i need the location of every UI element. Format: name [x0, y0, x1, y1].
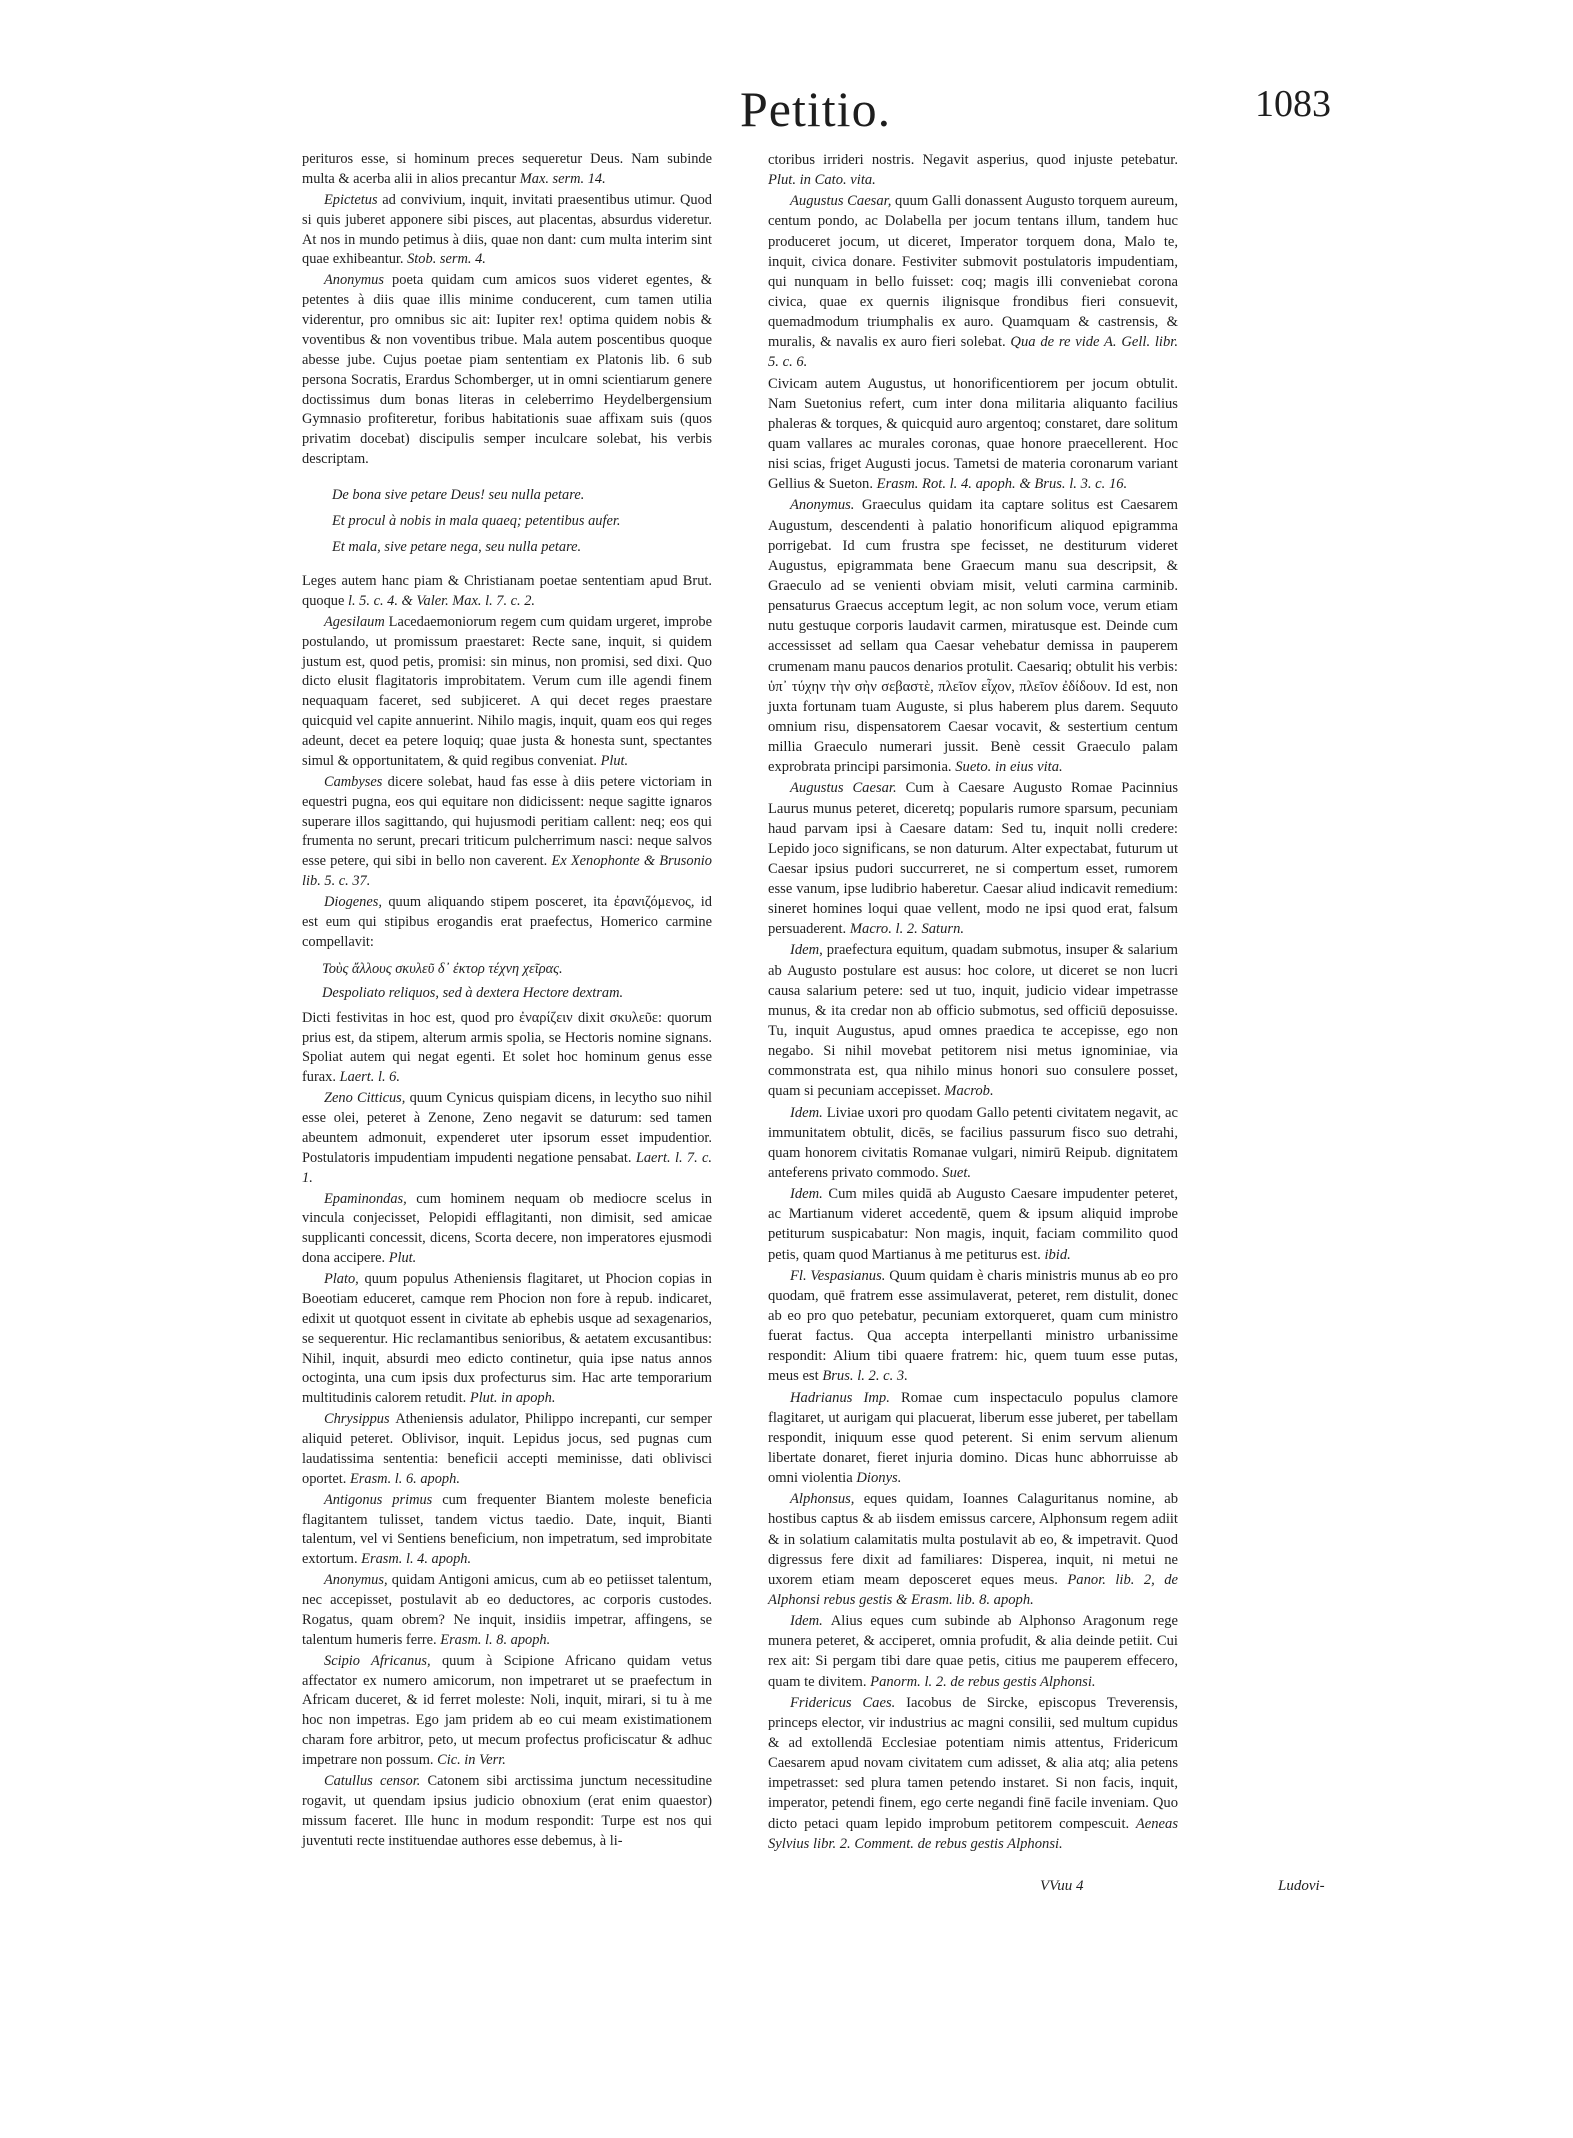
running-head [0, 80, 1573, 140]
entry-text: Cum miles quidā ab Augusto Caesare impudenter peteret, ac Martianum videret accedentē, quem & ipsum aliquid improbe petiturum suspicabatur: Non magis, inquit, faciam commilito quod petis, quam quod Martianus à me petiturus est. [768, 1186, 1178, 1263]
entry-source: Qua de re vide A. Gell. libr. 5. c. 6. [768, 334, 1178, 371]
entry-paragraph [768, 191, 1178, 372]
entry-lemma: Diogenes, [324, 894, 382, 910]
entry-source: Stob. serm. 4. [407, 251, 486, 268]
entry-source: Cic. in Verr. [437, 1752, 506, 1768]
entry-paragraph [768, 1266, 1178, 1387]
entry-paragraph [302, 150, 712, 190]
entry-paragraph [302, 1009, 712, 1089]
verse-quotation-line: Et mala, sive petare nega, seu nulla petare. [332, 539, 582, 555]
entry-lemma: Antigonus primus [324, 1491, 433, 1508]
right-column [768, 150, 1178, 1854]
entry-lemma: Hadrianus Imp. [790, 1389, 890, 1406]
entry-paragraph [302, 1270, 712, 1409]
entry-lemma: Alphonsus, [790, 1491, 855, 1508]
entry-paragraph [302, 271, 712, 470]
entry-lemma: Idem. [790, 1104, 823, 1121]
entry-source: ibid. [1044, 1246, 1071, 1263]
entry-text: Dicti festivitas in hoc est, quod pro ἐναρίζειν dixit σκυλεῦε: quorum prius est, da stipem, alterum armis spolia, se Hectoris nomine signans. Spoliat autem qui negat egenti. Et solet hoc hominum genus esse furax. [302, 1009, 712, 1086]
entry-lemma: Scipio Africanus, [324, 1652, 431, 1669]
entry-source: Erasm. Rot. l. 4. apoph. & Brus. l. 3. c. 16. [876, 476, 1128, 493]
entry-text: Iacobus de Sircke, episcopus Treverensis, princeps elector, vir industrius ac magni consilii, sed multum cupidus & ad extollendā Ecclesiae potentiam nimis attentus, Fridericum Caesarem apud novam civitatem cum adisset, & alia atq; alia petens impetrasset: sed plura tamen petendo instaret. Si non facis, inquit, imperator, petendi finem, ego certe negandi finē facile inveniam. Quo dicto petaci quam lepido improbum petitorem compescuit. [768, 1694, 1178, 1832]
entry-source: Brus. l. 2. c. 3. [822, 1368, 908, 1385]
entry-text: Atheniensis adulator, Philippo increpanti, cur semper aliquid peteret. Oblivisor, inquit. Lepidus jocus, sed pugnas cum laudatissima sententia: beneficii accepti meminisse, dati oblivisci oportet. [302, 1411, 712, 1487]
verse-quotation-line: De bona sive petare Deus! seu nulla petare. [332, 487, 585, 503]
entry-text: Alius eques cum subinde ab Alphonso Aragonum rege munera peteret, & acciperet, omnia profudit, & alia deinde petiit. Cui rex ait: Si pergam tibi dare quae petis, citius me pauperem effecero, quam te divitem. [768, 1613, 1178, 1690]
entry-lemma: Anonymus. [790, 497, 855, 514]
entry-source: Sueto. in eius vita. [955, 759, 1063, 776]
entry-lemma: Anonymus, [324, 1572, 388, 1589]
entry-text: Lacedaemoniorum regem cum quidam urgeret, improbe postulando, ut promissum praestaret: Recte sane, inquit, si quidem justum est, quod petis, promisi: sin minus, non promisi, sed dixi. Quo dicto elusit flagitatoris improbitatem. Verum cum ille agendi finem nequaquam faceret, sed subjiceret. A qui decet reges praestare quicquid vel capite annuerint. Nihilo magis, inquit, quam eos qui reges adeunt, decet ea petere loquiq; quae justa & honesta sunt, spectantes simul & opportunitatem, & quid regibus conveniat. [302, 613, 712, 769]
entry-source: Laert. l. 7. c. 1. [302, 1149, 712, 1186]
entry-source: Plut. [388, 1250, 417, 1267]
entry-lemma: Plato, [324, 1271, 359, 1287]
entry-paragraph [302, 1410, 712, 1490]
entry-source: Panorm. l. 2. de rebus gestis Alphonsi. [870, 1673, 1096, 1690]
entry-source: Aeneas Sylvius libr. 2. Comment. de rebus gestis Alphonsi. [768, 1815, 1179, 1852]
entry-text: Cum à Caesare Augusto Romae Pacinnius Laurus munus peteret, diceretq; popularis rumore sparsum, pecuniam haud parvam ipsi à Caesare datam: Sed tu, inquit nolli credere: Lepido joco significans, se non daturum. Alter expectabat, futurum ut Caesar ipsius pudori succurreret, ne si compertum esset, rumorem esse vanum, ipse ludibrio haberetur. Caesar aliud indicavit remedium: sineret homines loqui quae vellent, modo ne ipsi quod erat, falsum persuaderent. [768, 780, 1179, 938]
entry-lemma: Idem. [790, 1613, 823, 1630]
entry-text: quum populus Atheniensis flagitaret, ut Phocion copias in Boeotiam educeret, camque rem Phocion non fore à repub. indicaret, edixit ut quotquot essent in civitate ab ephebis usque ad sexagenarios, se sequerentur. Hic reclamantibus senioribus, & aetatem excusantibus: Nihil, inquit, absurdi meo edicto continetur, quia ipse natus annos octoginta, una cum ipsis dux profecturus sim. Hac arte temporarium multitudinis calorem retudit. [302, 1271, 712, 1407]
entry-text: Catonem sibi arctissima junctum necessitudine rogavit, ut quendam ipsius judicio obnoxium (erat enim quaestor) missum faceret. Ille hunc in modum respondit: Turpe est nos qui juventuti recte instituendae authores esse debemus, à li- [302, 1772, 712, 1849]
entry-lemma: Fridericus Caes. [790, 1694, 896, 1711]
entry-source: Plut. in Cato. vita. [768, 172, 876, 189]
entry-text: ad convivium, inquit, invitati praesentibus utimur. Quod si quis juberet apponere sibi pisces, aut placentas, absurdus videretur. At nos in mundo petimus à diis, quae non dant: cum multa interim sint quae exhibeantur. [302, 191, 712, 268]
catchword: Ludovi- [1278, 1878, 1325, 1894]
entry-paragraph [768, 1611, 1178, 1692]
entry-paragraph [768, 374, 1178, 495]
entry-lemma: Idem. [790, 1186, 823, 1203]
entry-text: eques quidam, Ioannes Calaguritanus nomine, ab hostibus captus & ab iisdem emissus carcere, Alphonsum regem adiit & in solatium calamitatis multa postulavit ab eo, & impetravit. Quod digressus fere dixit ad familiares: Disperea, inquit, ni metui ne uxorem etiam meam deposceret eques meus. [768, 1491, 1179, 1588]
entry-paragraph [768, 778, 1178, 939]
entry-paragraph [768, 1184, 1178, 1265]
greek-quotation-line: Despoliato reliquos, sed à dextera Hectore dextram. [322, 984, 624, 1001]
entry-paragraph [768, 1489, 1178, 1610]
page-number: 1083 [1255, 83, 1331, 125]
entry-lemma: Cambyses [324, 773, 383, 790]
entry-source: Laert. l. 6. [339, 1069, 400, 1086]
entry-paragraph [302, 1772, 712, 1852]
entry-paragraph [768, 1388, 1178, 1489]
entry-text: praefectura equitum, quadam submotus, insuper & salarium ab Augusto postulare est ausus: hoc colore, ut diceret se non lucri causa salarium petere: sed ut tuo, inquit, judicio videar impetrasse munus, & ita credar non ab officio submotus, sed officiū deposuisse. Tu, inquit Augustus, apud omnes praedica te accepisse, ego non negabo. Si nihil movebat petitorem nisi metus ignominiae, via commonstrata est, qua nihilo minus honori suo consulere posset, quam si pecuniam accepisset. [768, 942, 1178, 1100]
entry-paragraph [768, 1693, 1178, 1854]
entry-lemma: Fl. Vespasianus. [790, 1267, 886, 1284]
entry-paragraph [302, 1652, 712, 1771]
entry-text: quum à Scipione Africano quidam vetus affectator ex numero amicorum, non impetraret ut se praefectum in Africam duceret, & id ferret moleste: Noli, inquit, mirari, si tu à me hoc non impetras. Ego jam pridem ab eo cui meam existimationem charam fore arbitror, peto, ut mecum profectus proficiscatur & adhuc impetrare non possum. [302, 1652, 712, 1768]
entry-paragraph [768, 1103, 1178, 1184]
entry-lemma: Augustus Caesar. [790, 780, 897, 797]
entry-text: ctoribus irrideri nostris. Negavit asperius, quod injuste petebatur. [768, 152, 1178, 168]
entry-source: Suet. [942, 1165, 972, 1182]
entry-text: quum Cynicus quispiam dicens, in lecytho suo nihil esse olei, peteret à Zenone, Zeno negavit se daturum: sed tamen abeuntem admonuit, expenderet uter ipsorum esset impudentior. Postulatoris impudentiam impudenti negatione pensabat. [302, 1090, 712, 1166]
greek-quotation-line: Τοὺς ἄλλους σκυλεῦ δ᾽ ἐκτορ τέχνη χεῖρας. [322, 960, 563, 977]
entry-paragraph [302, 1190, 712, 1270]
entry-source: Macro. l. 2. Saturn. [849, 921, 965, 938]
entry-source: Panor. lib. 2, de Alphonsi rebus gestis & Erasm. lib. 8. apoph. [768, 1571, 1178, 1608]
entry-lemma: Augustus Caesar, [790, 193, 892, 210]
entry-paragraph [302, 893, 712, 953]
entry-lemma: Idem, [790, 942, 823, 959]
entry-source: l. 5. c. 4. & Valer. Max. l. 7. c. 2. [347, 592, 536, 609]
left-column [302, 150, 712, 1851]
entry-source: Erasm. l. 8. apoph. [440, 1631, 551, 1648]
entry-lemma: Epictetus [324, 191, 378, 208]
entry-text: Leges autem hanc piam & Christianam poetae sententiam apud Brut. quoque [302, 573, 712, 609]
verse-quotation [332, 482, 712, 560]
entry-paragraph [302, 572, 712, 612]
entry-text: cum hominem nequam ob mediocre scelus in vincula conjecisset, Pelopidi efflagitanti, non dimisit, sed amicae supplicanti concessit, dicens, Scorta decere, non imperatores ejusmodi dona accipere. [302, 1190, 712, 1267]
greek-quotation [322, 957, 712, 1005]
verse-quotation-line: Et procul à nobis in mala quaeq; petentibus aufer. [332, 513, 621, 529]
entry-text: poeta quidam cum amicos suos videret egentes, & petentes à diis quae illis minime conducerent, cum tamen utilia viderentur, pro omnibus sic ait: Iupiter rex! optima quidem nobis & voventibus & non voventibus tribue. Mala autem poscentibus quoque abesse jube. Cujus poetae piam sententiam ex Platonis lib. 6 sub persona Socratis, Erardus Schomberger, ut in omni scientiarum genere doctissimus dum bonas literas in celeberrimo Heydelbergensium Gymnasio profiteretur, foribus habitationis suae affixam suis (quos privatim docebat) discipulis semper inculcare solebat, his verbis descriptam. [302, 272, 712, 468]
entry-text: Quum quidam è charis ministris munus ab eo pro quodam, quē fratrem esse assimulaverat, peteret, rem distulit, donec ab eo pro quo petebatur, pecuniam extorqueret, quam cum ministro fuerat factus. Qua accepta interpellanti ministro urbanissime respondit: Alium tibi quaere fratrem: hic, quem tuum esse putas, meus est [768, 1267, 1179, 1385]
entry-source: Ex Xenophonte & Brusonio lib. 5. c. 37. [302, 853, 712, 890]
entry-source: Macrob. [944, 1083, 994, 1100]
page-title: Petitio. [740, 81, 892, 137]
entry-source: Max. serm. 14. [519, 170, 606, 187]
entry-lemma: Chrysippus [324, 1411, 390, 1428]
entry-text: dicere solebat, haud fas esse à diis petere victoriam in equestri pugna, eos qui equitare non didicissent: neque sagitte ignaros superare illos sagittando, qui hujusmodi peritiam callent: neq; eos qui frumenta no serunt, precari triticum pulcherrimum nasci: neque salvos esse petere, qui sibi in bello non caverent. [302, 773, 712, 870]
entry-lemma: Agesilaum [324, 613, 385, 630]
entry-text: quum Galli donassent Augusto torquem aureum, centum pondo, ac Dolabella per jocum tentans illum, tandem huc produceret jocum, ut diceret, Imperator torquem dona, Malo te, inquit, civica donare. Festiviter submovit postulatoris impudentiam, qui nunquam in bello fuisset: coq; magis illi conveniebat corona civica, quae ex quernis ilignisque frondibus fieri consuevit, quemadmodum triumphalis ex auro. Quamquam & castrensis, & muralis, & navalis ex auro fieri solebat. [768, 193, 1179, 351]
entry-text: Civicam autem Augustus, ut honorificentiorem per jocum obtulit. Nam Suetonius refert, cum inter dona militaria aliquanto facilius phaleras & torques, & quicquid auro argentoq; constaret, dare solitum quam vallares ac murales coronas, quae honore praecellerent. Hoc nisi scias, friget Augusti jocus. Tametsi de materia coronarum variant Gellius & Sueton. [768, 375, 1178, 493]
entry-paragraph [768, 495, 1178, 777]
entry-text: Liviae uxori pro quodam Gallo petenti civitatem negavit, ac immunitatem obtulit, dicēs, se facilius passurum fisco suo detrahi, quam honorem civitatis Romanae vulgari, nimirū Reipub. dignitatem anteferens privato commodo. [768, 1104, 1179, 1182]
entry-source: Erasm. l. 6. apoph. [349, 1470, 460, 1487]
entry-paragraph [302, 613, 712, 772]
entry-text: Graeculus quidam ita captare solitus est Caesarem Augustum, descendenti à palatio honorificum aliquod epigramma porrigebat. Id cum frustra spe fecisset, ne destiturum videret Augustus, epigrammata bene Graecum manu sua descripsit, & Graeculo ad se venienti obviam misit, veluti carmina carminib. pensaturus Graecus acceptum legit, ac non solum voce, verum etiam nutu gestuque corporis laudavit carmen, miratusque est. Deinde cum accessisset ad sellam qua Caesar vehebatur demissa in pauperem crumenam manu paucos denarios protulit. Caesariq; obtulit his verbis: ὑπ᾽ τύχην τὴν σὴν σεβαστὲ, πλεῖον εἶχον, πλεῖον ἐδίδουν. Id est, non juxta fortunam tuam Auguste, si plus haberem plus darem. Sequuto omnium risu, dispensatorem Caesar vocavit, & sestertium centum millia Graeculo numerari jussit. Benè cessit Graeculo palam exprobrata principi parsimonia. [768, 497, 1178, 776]
entry-source: Plut. [600, 752, 629, 769]
entry-source: Erasm. l. 4. apoph. [361, 1551, 472, 1568]
entry-source: Plut. in apoph. [469, 1390, 556, 1407]
entry-paragraph [768, 940, 1178, 1101]
entry-text: Romae cum inspectaculo populus clamore flagitaret, ut aurigam qui placuerat, liberum esse juberet, per tabellam respondit, iniquum esse quod peterent. Si enim servum alienum libertate donaret, fieret injuria domino. Dicas hunc abhorruisse ab omni violentia [768, 1389, 1179, 1487]
signature-mark: VVuu 4 [1040, 1878, 1084, 1894]
entry-paragraph [302, 1089, 712, 1188]
entry-paragraph [302, 773, 712, 892]
entry-paragraph [302, 1571, 712, 1651]
entry-paragraph [302, 1491, 712, 1571]
entry-text: cum frequenter Biantem moleste beneficia flagitantem tulisset, tandem victus taedio. Date, inquit, Bianti talentum, vel vi Sentiens beneficium, non impetratum, sed improbitate extortum. [302, 1491, 712, 1568]
entry-source: Dionys. [856, 1470, 902, 1487]
entry-lemma: Zeno Citticus, [324, 1090, 406, 1107]
entry-lemma: Epaminondas, [324, 1190, 407, 1207]
entry-text: quidam Antigoni amicus, cum ab eo petiisset talentum, nec accepisset, postulavit ab eo deductores, ac corporis custodes. Rogatus, quam obrem? Ne inquit, insidiis impetrar, affingens, se talentum humeris ferre. [302, 1572, 712, 1648]
entry-lemma: Catullus censor. [324, 1772, 421, 1789]
entry-text: perituros esse, si hominum preces sequeretur Deus. Nam subinde multa & acerba alii in alios precantur [302, 151, 712, 187]
entry-text: quum aliquando stipem posceret, ita ἐρανιζόμενος, id est eum qui stipibus erogandis erat praefectus, Homerico carmine compellavit: [302, 894, 712, 950]
entry-lemma: Anonymus [324, 272, 384, 289]
entry-paragraph [302, 191, 712, 271]
entry-paragraph [768, 150, 1178, 190]
